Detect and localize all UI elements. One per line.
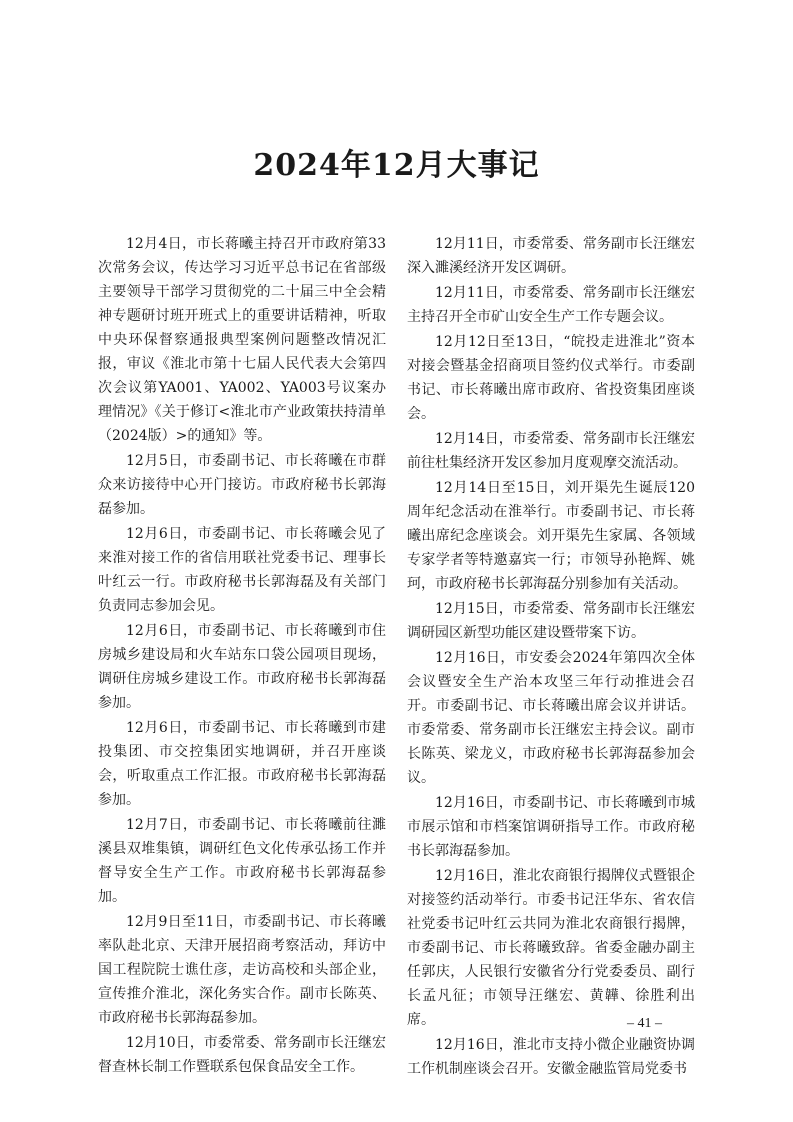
event-entry: 12月16日，淮北市支持小微企业融资协调工作机制座谈会召开。安徽金融监管局党委书 [407, 1037, 695, 1077]
page-title: 2024年12月大事记 [253, 148, 540, 183]
left-column [98, 232, 386, 1080]
event-entry: 12月4日，市长蒋曦主持召开市政府第33次常务会议，传达学习习近平总书记在省部级主要领导干部学习贯彻党的二十届三中全会精神专题研讨班开班式上的重要讲话精神，听取中央环保督察通报典型案例问题整改情况汇报，审议《淮北市第十七届人民代表大会第四次会议第YA001、YA002、YA003号议案办理情况》《关于修订<淮北市产业政策扶持清单（2024版）>的通知》等。 [98, 236, 386, 444]
event-entry: 12月16日，市安委会2024年第四次全体会议暨安全生产治本攻坚三年行动推进会召开。市委副书记、市长蒋曦出席会议并讲话。市委常委、常务副市长汪继宏主持会议。副市长陈英、梁龙义，市政府秘书长郭海磊参加会议。 [407, 650, 695, 786]
event-entry: 12月6日，市委副书记、市长蒋曦到市住房城乡建设局和火车站东口袋公园项目现场，调研住房城乡建设工作。市政府秘书长郭海磊参加。 [98, 623, 386, 711]
event-entry: 12月15日，市委常委、常务副市长汪继宏调研园区新型功能区建设暨带案下访。 [407, 601, 695, 641]
event-entry: 12月11日，市委常委、常务副市长汪继宏主持召开全市矿山安全生产工作专题会议。 [407, 285, 695, 325]
event-entry: 12月7日，市委副书记、市长蒋曦前往濉溪县双堆集镇，调研红色文化传承弘扬工作并督导安全生产工作。市政府秘书长郭海磊参加。 [98, 817, 386, 905]
event-entry: 12月6日，市委副书记、市长蒋曦到市建投集团、市交控集团实地调研，并召开座谈会，听取重点工作汇报。市政府秘书长郭海磊参加。 [98, 720, 386, 808]
event-entry: 12月11日，市委常委、常务副市长汪继宏深入濉溪经济开发区调研。 [407, 236, 695, 276]
event-entry: 12月5日，市委副书记、市长蒋曦在市群众来访接待中心开门接访。市政府秘书长郭海磊参加。 [98, 453, 386, 517]
right-column [407, 232, 695, 1082]
event-entry: 12月9日至11日，市委副书记、市长蒋曦率队赴北京、天津开展招商考察活动，拜访中国工程院院士谯仕彦，走访高校和头部企业，宣传推介淮北，深化务实合作。副市长陈英、市政府秘书长郭海磊参加。 [98, 914, 386, 1026]
event-entry: 12月14日，市委常委、常务副市长汪继宏前往杜集经济开发区参加月度观摩交流活动。 [407, 431, 695, 471]
event-entry: 12月12日至13日，“皖投走进淮北”资本对接会暨基金招商项目签约仪式举行。市委副书记、市长蒋曦出席市政府、省投资集团座谈会。 [407, 334, 695, 422]
event-entry: 12月6日，市委副书记、市长蒋曦会见了来淮对接工作的省信用联社党委书记、理事长叶红云一行。市政府秘书长郭海磊及有关部门负责同志参加会见。 [98, 526, 386, 614]
page-number: – 41 – [627, 1016, 662, 1031]
event-entry: 12月14日至15日，刘开渠先生诞辰120周年纪念活动在淮举行。市委副书记、市长蒋曦出席纪念座谈会。刘开渠先生家属、各领域专家学者等特邀嘉宾一行；市领导孙艳辉、姚珂，市政府秘书长郭海磊分别参加有关活动。 [407, 480, 695, 592]
event-entry: 12月16日，淮北农商银行揭牌仪式暨银企对接签约活动举行。市委书记汪华东、省农信社党委书记叶红云共同为淮北农商银行揭牌，市委副书记、市长蒋曦致辞。省委金融办副主任郭庆，人民银行安徽省分行党委委员、副行长孟凡征；市领导汪继宏、黄韡、徐胜利出席。 [407, 868, 695, 1028]
event-entry: 12月16日，市委副书记、市长蒋曦到市城市展示馆和市档案馆调研指导工作。市政府秘书长郭海磊参加。 [407, 795, 695, 859]
event-entry: 12月10日，市委常委、常务副市长汪继宏督查林长制工作暨联系包保食品安全工作。 [98, 1035, 386, 1075]
